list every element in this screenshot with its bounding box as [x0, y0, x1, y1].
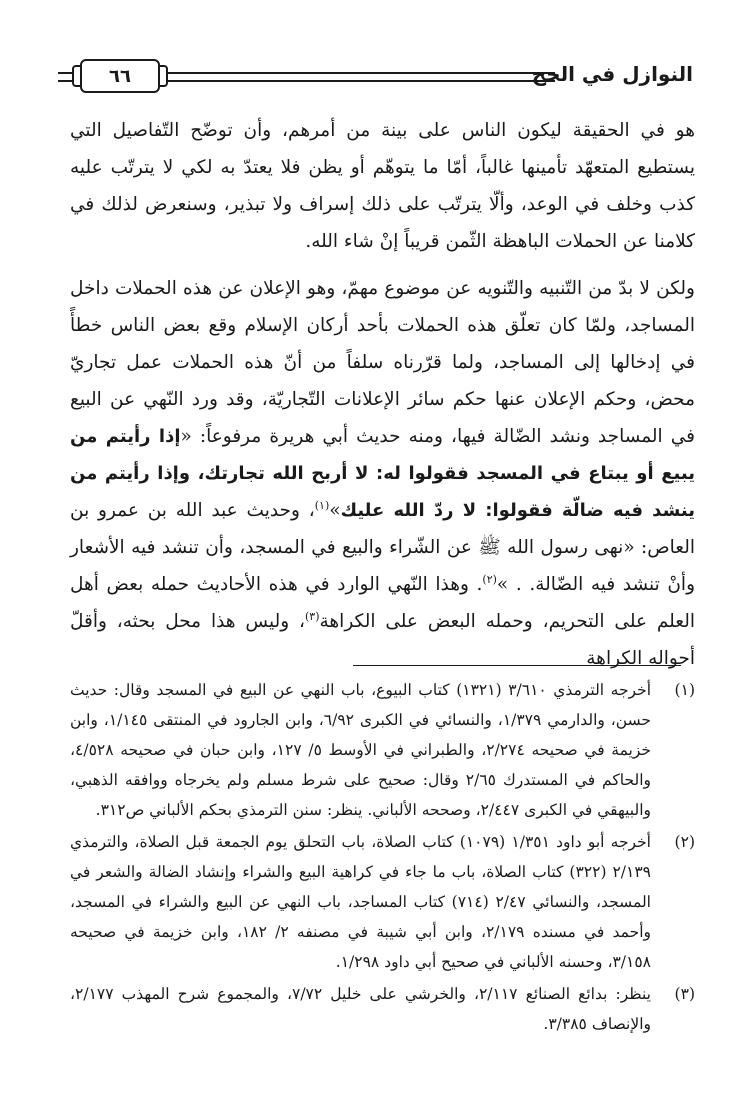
footnote-separator [353, 665, 681, 666]
footnote-number: (٢) [674, 833, 695, 851]
footnote-3 [70, 979, 695, 1039]
quote-close: » [329, 500, 341, 521]
footnote-ref-3[interactable]: (٣) [304, 609, 320, 623]
page-number: ٦٦ [109, 65, 131, 87]
paragraph-1: هو في الحقيقة ليكون الناس على بينة من أمرهم، وأن توضّح التّفاصيل التي يستطيع المتعهّد تأمينها غالباً، أمّا ما يتوهّم أو يظن فلا يعتدّ به لكي لا يترتّب عليه كذب وخلف في الوعد، وألّا يترتّب على ذلك إسراف ولا تبذير، وسنعرض لذلك في كلامنا عن الحملات الباهظة الثّمن قريباً إنْ شاء الله. [70, 120, 695, 252]
footnote-number: (٣) [674, 985, 695, 1003]
footnote-number: (١) [674, 681, 695, 699]
hadith-quote: إذا رأيتم من يبيع أو يبتاع في المسجد فقولوا له: لا أربح الله تجارتك، وإذا رأيتم من ينشد فيه ضالّة فقولوا: لا ردّ الله عليك [70, 426, 696, 521]
paragraph-2-intro: ولكن لا بدّ من التّنبيه والتّنويه عن موضوع مهمّ، وهو الإعلان عن هذه الحملات داخل المساجد، ولمّا كان تعلّق هذه الحملات بأحد أركان الإسلام وقع بعض الناس خطأً في إدخالها إلى المساجد، ولما قرّرناه سلفاً من أنّ هذه الحملات عمل تجاريّ محض، وحكم الإعلان عنها حكم سائر الإعلانات التّجاريّة، وقد ورد النّهي عن البيع في المساجد ونشد الضّالة فيها، ومنه حديث أبي هريرة مرفوعاً: « [70, 278, 695, 447]
paragraph-2-end: ، وليس هذا محل بحثه، وأقلّ أحواله الكراهة [70, 611, 695, 669]
footnote-1 [70, 675, 695, 825]
footnote-text: أخرجه أبو داود ١/٣٥١ (١٠٧٩) كتاب الصلاة، باب التحلق يوم الجمعة قبل الصلاة، والترمذي ٢/١٣٩ (٣٢٢) كتاب الصلاة، باب ما جاء في كراهية البيع والشراء وإنشاد الضالة والشعر في المسجد، والنسائي ٢/٤٧ (٧١٤) كتاب المساجد، باب النهي عن البيع والشراء في المسجد، وأحمد في مسنده ٢/١٧٩، وابن أبي شيبة في مصنفه ٢/ ١٨٢، وابن خزيمة في صحيحه ٣/١٥٨، وحسنه الألباني في صحيح أبي داود ١/٢٩٨. [70, 833, 652, 971]
paragraph-2-second-hadith: ، وحديث عبد الله بن عمرو بن العاص: «نهى رسول الله ﷺ عن الشّراء والبيع في المسجد، وأن تنشد فيه الأشعار وأنْ تنشد فيه الضّالة. . » [70, 500, 695, 595]
footnote-text: أخرجه الترمذي ٣/٦١٠ (١٣٢١) كتاب البيوع، باب النهي عن البيع في المسجد وقال: حديث حسن، والدارمي ١/٣٧٩، والنسائي في الكبرى ٦/٩٢، وابن الجارود في المنتقى ١/١٤٥، وابن خزيمة في صحيحه ٢/٢٧٤، والطبراني في الأوسط ٥/ ١٢٧، وابن حبان في صحيحه ٤/٥٢٨، والحاكم في المستدرك ٢/٦٥ وقال: صحيح على شرط مسلم ولم يخرجاه ووافقه الذهبي، والبيهقي في الكبرى ٢/٤٤٧، وصححه الألباني. ينظر: سنن الترمذي بحكم الألباني ص٣١٢. [70, 681, 652, 819]
footnote-2 [70, 827, 695, 977]
footnote-ref-2[interactable]: (٢) [482, 572, 497, 586]
footnotes [70, 675, 695, 1041]
page-header [58, 54, 693, 96]
footnote-text: ينظر: بدائع الصنائع ٢/١١٧، والخرشي على خليل ٧/٧٢، والمجموع شرح المهذب ٢/١٧٧، والإنصاف ٣/٣٨٥. [70, 985, 651, 1033]
paragraph-2-ruling: . وهذا النّهي الوارد في هذه الأحاديث حمله بعض أهل العلم على التحريم، وحمله البعض على الكراهة [70, 574, 695, 632]
main-text [70, 112, 695, 677]
header-double-rule-left [58, 72, 72, 82]
running-title: النوازل في الحج [531, 62, 693, 86]
page-number-frame [80, 59, 160, 93]
header-double-rule [168, 72, 555, 82]
footnote-ref-1[interactable]: (١) [314, 498, 330, 512]
paragraph-2 [70, 270, 695, 677]
